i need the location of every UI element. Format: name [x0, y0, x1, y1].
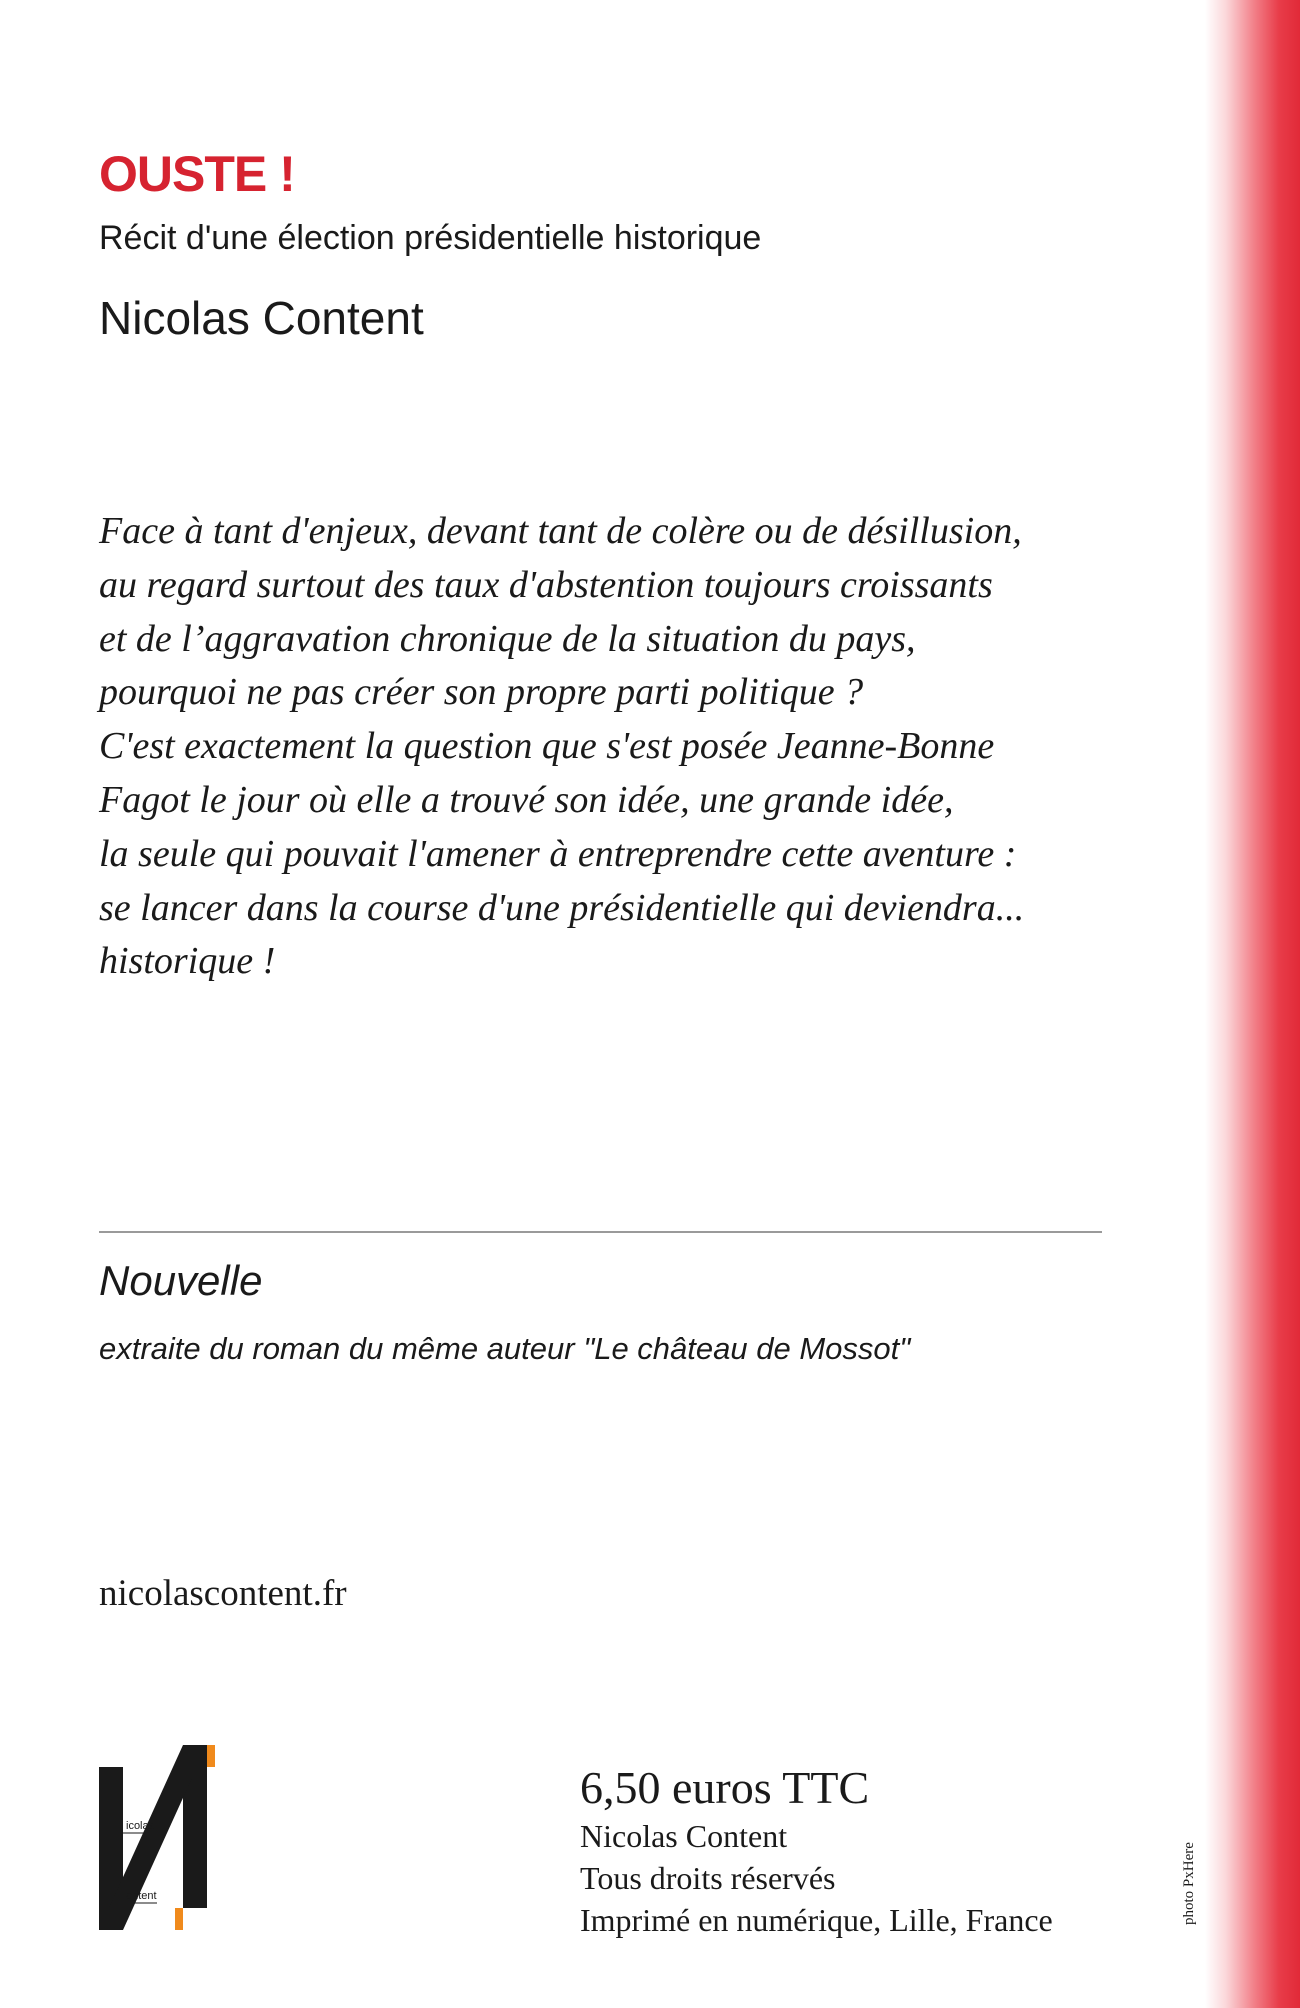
red-spine-band [1205, 0, 1300, 2008]
blurb-line: pourquoi ne pas créer son propre parti politique ? [99, 671, 864, 714]
nc-logo-icon [99, 1745, 231, 1930]
extract-note [99, 1329, 910, 1369]
imprint-block [580, 1761, 1053, 1941]
blurb-line: au regard surtout des taux d'abstention toujours croissants [99, 563, 993, 606]
extract-novel-title: "Le château de Mossot" [583, 1331, 911, 1366]
rights-notice: Tous droits réservés [580, 1860, 836, 1896]
logo-line1: icolas [126, 1820, 155, 1832]
author-name: Nicolas Content [99, 292, 424, 344]
back-cover-blurb [99, 505, 1119, 989]
author-website: nicolascontent.fr [99, 1573, 347, 1614]
extract-prefix: extraite du roman du même auteur [99, 1331, 584, 1366]
blurb-line: Face à tant d'enjeux, devant tant de colère ou de désillusion, [99, 510, 1022, 552]
book-subtitle: Récit d'une élection présidentielle historique [99, 219, 762, 257]
genre-label: Nouvelle [99, 1257, 263, 1304]
blurb-line: se lancer dans la course d'une présidentielle qui deviendra... [99, 886, 1025, 929]
nc-logo-graphic [99, 1745, 231, 1930]
logo-line2: ontent [126, 1890, 157, 1902]
section-divider [99, 1231, 1102, 1233]
price: 6,50 euros TTC [580, 1762, 870, 1813]
blurb-line: et de l’aggravation chronique de la situation du pays, [99, 617, 916, 660]
blurb-line: historique ! [99, 940, 276, 983]
blurb-line: C'est exactement la question que s'est posée Jeanne-Bonne [99, 725, 995, 768]
publisher: Nicolas Content [580, 1818, 788, 1854]
blurb-line: la seule qui pouvait l'amener à entreprendre cette aventure : [99, 832, 1017, 875]
book-title: OUSTE ! [99, 146, 295, 202]
photo-credit: photo PxHere [1181, 1842, 1197, 1925]
print-location: Imprimé en numérique, Lille, France [580, 1902, 1053, 1938]
blurb-line: Fagot le jour où elle a trouvé son idée, une grande idée, [99, 778, 954, 821]
